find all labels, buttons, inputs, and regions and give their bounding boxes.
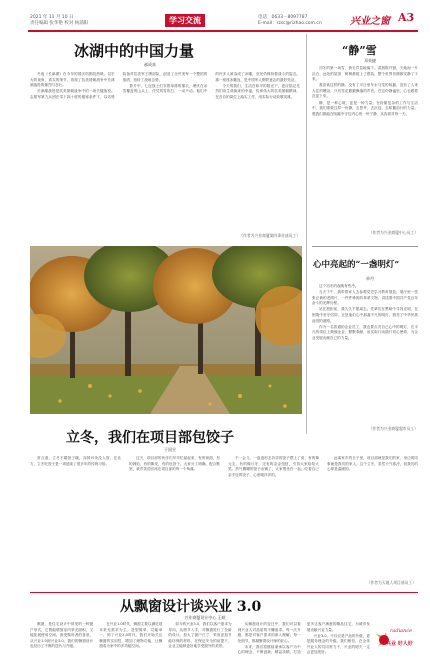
paragraph: 兴业3.0，不仅仅是产品的升级，更是服务理念的升级。我们相信，在全体兴业人的共同努力下，兴业的明天一定会更加美好。 [306, 633, 370, 655]
article1-closing: （作者为兴业商厦第四事业部员工） [239, 233, 300, 238]
paragraph: 这个初冬的夜晚有些冷。 [319, 284, 359, 288]
phone-line: 电话：0633－8097787 [258, 15, 308, 20]
column-divider [306, 34, 307, 434]
article3-title: 心中亮起的“一盏明灯” [313, 260, 400, 270]
paragraph: 常言道，立冬不端饺子碗，冻掉耳朵没人管。在北方，立冬吃饺子是一项延续了很多年的传统习俗。 [30, 456, 121, 466]
article1-body [30, 72, 300, 230]
article2-body [312, 66, 418, 226]
article2-title: “静”雪 [342, 44, 377, 57]
paragraph: 飘窗，是住宅设计中常见的一种窗户形式，它既能增加室内采光面积，又能拓展使用空间，深受购房者的喜爱。从兴业1.0到兴业3.0，我们的飘窗设计也经历了不断的迭代与升级。 [30, 622, 94, 649]
date-line: 2021 年 11 月 10 日 [30, 15, 74, 20]
article4-body [30, 456, 418, 556]
paragraph: 长津湖战役是抗美援朝战争中的一场关键战役。志愿军第九兵团在零下四十度的极寒条件下，以劣势装备对抗美军王牌部队，创造了全歼美军一个整团的战绩，扭转了战场态势。 [30, 72, 208, 99]
paragraph: 从飘窗设计的变迁中，我们可以看到兴业人对品质的不懈追求。每一次升级，都是对客户需求的深入理解；每一处细节，都凝聚着设计师的匠心。 [237, 622, 301, 643]
paragraph: 作为一名普通的企业员工，我也要点亮自己心中的明灯，在平凡的岗位上兢兢业业、默默奉献，用实际行动践行初心使命，为企业发展贡献自己的力量。 [312, 324, 418, 340]
paragraph: 未来，我们将继续秉承以客户为中心的理念，不断创新，精益求精，打造更多让客户满意的精品住宅，为城市发展贡献兴业力量。 [237, 622, 370, 655]
article4-closing: （作者为天地人项目部员工） [366, 580, 416, 585]
editor-line: 责任编辑 张华艳 校对 杨浦阳 [30, 21, 89, 26]
paragraph: 在兴业1.0时代，飘窗主要以满足基本采光需求为主，造型简单，功能单一。到了兴业2.0时代，我们开始关注飘窗的实用性，增加了储物功能，让飘窗成为家中的多功能空间。 [99, 622, 163, 649]
article1-author: 郝成真 [144, 62, 156, 67]
paragraph: 我喜欢这样的静。没有了平日里车水马龙的喧嚣，没有了人来人往的嘈杂，只有雪花簌簌飘落的声音。在这份静谧里，心也跟着沉淀下来。 [312, 83, 418, 99]
article4-author: 于国昱 [164, 447, 176, 452]
paragraph: 初冬的第一场雪，悄无声息地落下。清晨推开窗，天地间一片洁白，远处的屋顶、树梢都披上了银装，整个世界仿佛都安静了下来。 [312, 66, 418, 82]
paragraph: 这天，项目部的伙伴们早早忙碌起来，有的和面，有的剁馅，有的擀皮，有的包饺子，大家分工明确，配合默契，欢声笑语回荡在项目部的每一个角落。 [129, 456, 220, 472]
article3-closing: （作者为兴业商厦超市员工） [368, 426, 418, 431]
section-title: 学习交流 [165, 14, 205, 27]
footer-logo [372, 620, 422, 660]
autumn-trees-image [30, 246, 302, 414]
paragraph: 站在展柜前，我久久不愿离去。先辈们在黑暗中寻找光明，在困境中坚守信仰，正是他们心中那盏不灭的明灯，照亮了中华民族前进的道路。 [312, 307, 418, 323]
article2-author: 邓英捷 [364, 58, 376, 63]
paragraph: 今天的我们，生活在和平的阳光下，更应铭记先烈们用生命换来的幸福，传承伟大的抗美援朝精神，在各自的岗位上踏实工作，用实际行动致敬英雄。 [215, 83, 300, 99]
paragraph: 冬夜《长津湖》在今年的国庆档影院热映，以宏大的视角、真实的细节，再现了抗美援朝战争中长津湖战役的惨烈与悲壮。 [30, 72, 115, 88]
paragraph: 静，是一种心境，更是一种力量。在纷繁复杂的工作与生活中，我们需要这样一份静，去思考、去沉淀、去积蓄前行的力量。愿我们都能在喧嚣中守住内心的一份宁静，从容面对每一天。 [312, 100, 418, 116]
paragraph: 影片中，七连战士们穿着单薄的棉衣，埋伏在冰雪覆盖的山头上，任凭风雪吹打，一动不动。他们中的许多人被冻成了冰雕，至死仍保持着战斗的姿态。那一座座冰雕连，是中国军人钢铁意志的最好见证。 [122, 72, 300, 94]
divider-line [312, 246, 418, 247]
email-line: E-mail：rzsc@rizhao.com.cn [258, 21, 322, 26]
article1-title: 冰湖中的中国力量 [74, 42, 195, 60]
article2-closing: （作者为兴业商厦中心员工） [368, 230, 418, 235]
article5-body [30, 622, 370, 662]
footer-brand: radiance [390, 628, 413, 634]
paragraph: 当天下午，我带着家人去参观党史学习教育展览，展厅里一张张泛黄的老照片、一件件珍贵的革命文物，讲述着中国共产党百年奋斗的光辉历程。 [312, 290, 418, 306]
footer-tagline: 兴业 好人好 [386, 641, 413, 647]
divider-line [30, 592, 418, 593]
page-number: A3 [398, 11, 415, 24]
article5-title: 从飘窗设计谈兴业 3.0 [120, 599, 262, 615]
article3-author: 单丹 [366, 276, 374, 281]
paragraph: 远离家乡的日子里，项目部就是我们的家，身边的同事就是我们的家人。这个立冬，虽然天气寒冷，但我们的心却是温暖的。 [327, 456, 418, 472]
paragraph: 不一会儿，一盘盘形态各异的饺子摆上了桌，有的像元宝，有的像月牙，还有的歪歪扭扭，引得大家哈哈大笑。热气腾腾的饺子出锅了，大家围坐在一起，吃着自己亲手包的饺子，心里暖洋洋的。 [228, 456, 319, 477]
article3-body [312, 284, 418, 424]
masthead-logo: 兴业之窗 [350, 16, 390, 27]
masthead-rule [28, 30, 418, 32]
article4-title: 立冬，我们在项目部包饺子 [66, 430, 234, 446]
article5-author: 兴业商厦设计中心 王暄 [184, 615, 226, 620]
autumn-park-photo [30, 246, 302, 414]
paragraph: 如今的兴业3.0，我们以客户需求为导向，从细节入手，对飘窗进行了全新的设计。加大了窗户尺寸，采用更加节能环保的材料，在保证安全的前提下，让业主能够更好地享受窗外的美景。 [168, 622, 232, 649]
